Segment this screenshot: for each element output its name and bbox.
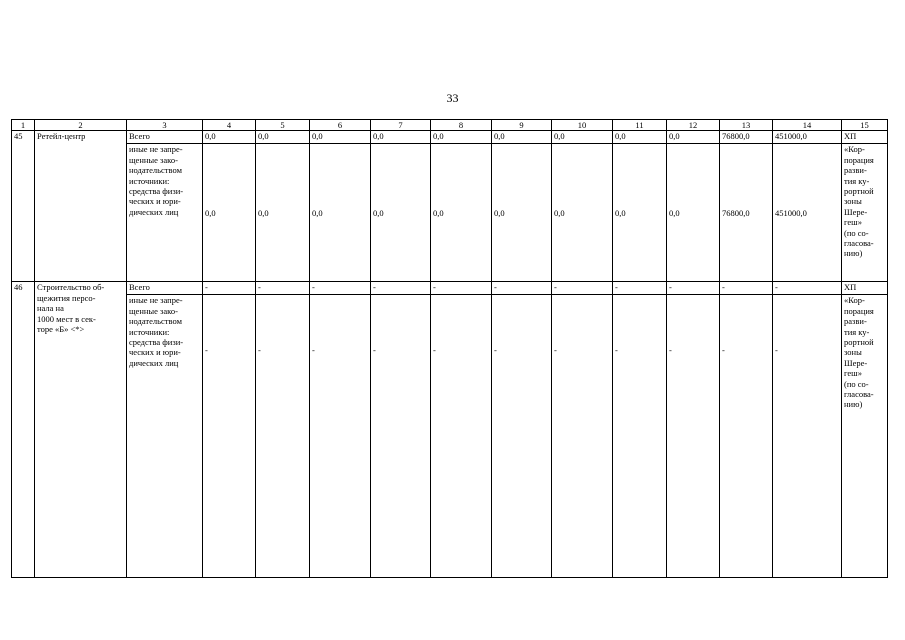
- page-number: 33: [446, 91, 459, 105]
- value-cell: 0,0: [492, 131, 552, 144]
- value-cell: -: [431, 282, 492, 295]
- value-cell: 0,0: [552, 131, 613, 144]
- funding-source-label: иные не запре- щенные зако- нодательством источники: средства физи- ческих и юри- дических лиц: [127, 144, 203, 282]
- table-row: [12, 282, 888, 295]
- value-cell: -: [310, 282, 371, 295]
- funding-source-label: иные не запре- щенные зако- нодательством источники: средства физи- ческих и юри- дических лиц: [127, 295, 203, 578]
- header-cell-9: 9: [492, 120, 552, 131]
- value-cell: 0,0: [310, 131, 371, 144]
- header-cell-11: 11: [613, 120, 667, 131]
- object-name: Ретейл-центр: [35, 131, 127, 282]
- value-cell: -: [552, 282, 613, 295]
- value-cell: -: [310, 295, 371, 578]
- object-name: Строительство об- щежития персо- нала на 1000 мест в сек- торе «Б» <*>: [35, 282, 127, 578]
- header-row: [12, 120, 888, 131]
- row-number: 46: [12, 282, 35, 578]
- header-cell-12: 12: [667, 120, 720, 131]
- value-cell: 76800,0: [720, 144, 773, 282]
- value-cell: -: [256, 282, 310, 295]
- value-cell: 0,0: [613, 131, 667, 144]
- value-cell: 451000,0: [773, 131, 842, 144]
- header-cell-6: 6: [310, 120, 371, 131]
- funding-total-label: Всего: [127, 282, 203, 295]
- value-cell: -: [720, 282, 773, 295]
- value-cell: -: [492, 295, 552, 578]
- executor-code: ХП: [842, 282, 888, 295]
- value-cell: 0,0: [203, 131, 256, 144]
- row-number: 45: [12, 131, 35, 282]
- value-cell: -: [371, 282, 431, 295]
- value-cell: -: [773, 295, 842, 578]
- header-cell-15: 15: [842, 120, 888, 131]
- table-row: [12, 144, 888, 282]
- value-cell: 0,0: [310, 144, 371, 282]
- value-cell: 0,0: [431, 131, 492, 144]
- header-cell-8: 8: [431, 120, 492, 131]
- program-table: [11, 119, 888, 578]
- header-cell-5: 5: [256, 120, 310, 131]
- header-cell-1: 1: [12, 120, 35, 131]
- value-cell: -: [203, 295, 256, 578]
- value-cell: 0,0: [613, 144, 667, 282]
- header-cell-14: 14: [773, 120, 842, 131]
- header-cell-3: 3: [127, 120, 203, 131]
- value-cell: -: [203, 282, 256, 295]
- header-cell-2: 2: [35, 120, 127, 131]
- value-cell: -: [371, 295, 431, 578]
- value-cell: 76800,0: [720, 131, 773, 144]
- value-cell: 0,0: [667, 131, 720, 144]
- value-cell: -: [256, 295, 310, 578]
- header-cell-4: 4: [203, 120, 256, 131]
- value-cell: 0,0: [203, 144, 256, 282]
- value-cell: 0,0: [256, 131, 310, 144]
- value-cell: -: [720, 295, 773, 578]
- value-cell: 0,0: [431, 144, 492, 282]
- value-cell: -: [613, 282, 667, 295]
- executor-description: «Кор- порация разви- тия ку- рортной зоны Шере- геш» (по со- гласова- нию): [842, 144, 888, 282]
- funding-total-label: Всего: [127, 131, 203, 144]
- table-row: [12, 131, 888, 144]
- value-cell: 0,0: [256, 144, 310, 282]
- value-cell: 0,0: [552, 144, 613, 282]
- executor-code: ХП: [842, 131, 888, 144]
- value-cell: -: [431, 295, 492, 578]
- value-cell: -: [667, 282, 720, 295]
- executor-description: «Кор- порация разви- тия ку- рортной зоны Шере- геш» (по со- гласова- нию): [842, 295, 888, 578]
- value-cell: 0,0: [371, 144, 431, 282]
- value-cell: 0,0: [667, 144, 720, 282]
- value-cell: -: [773, 282, 842, 295]
- value-cell: 451000,0: [773, 144, 842, 282]
- value-cell: -: [552, 295, 613, 578]
- table-row: [12, 295, 888, 578]
- header-cell-10: 10: [552, 120, 613, 131]
- value-cell: 0,0: [371, 131, 431, 144]
- value-cell: -: [613, 295, 667, 578]
- value-cell: 0,0: [492, 144, 552, 282]
- value-cell: -: [667, 295, 720, 578]
- value-cell: -: [492, 282, 552, 295]
- header-cell-13: 13: [720, 120, 773, 131]
- header-cell-7: 7: [371, 120, 431, 131]
